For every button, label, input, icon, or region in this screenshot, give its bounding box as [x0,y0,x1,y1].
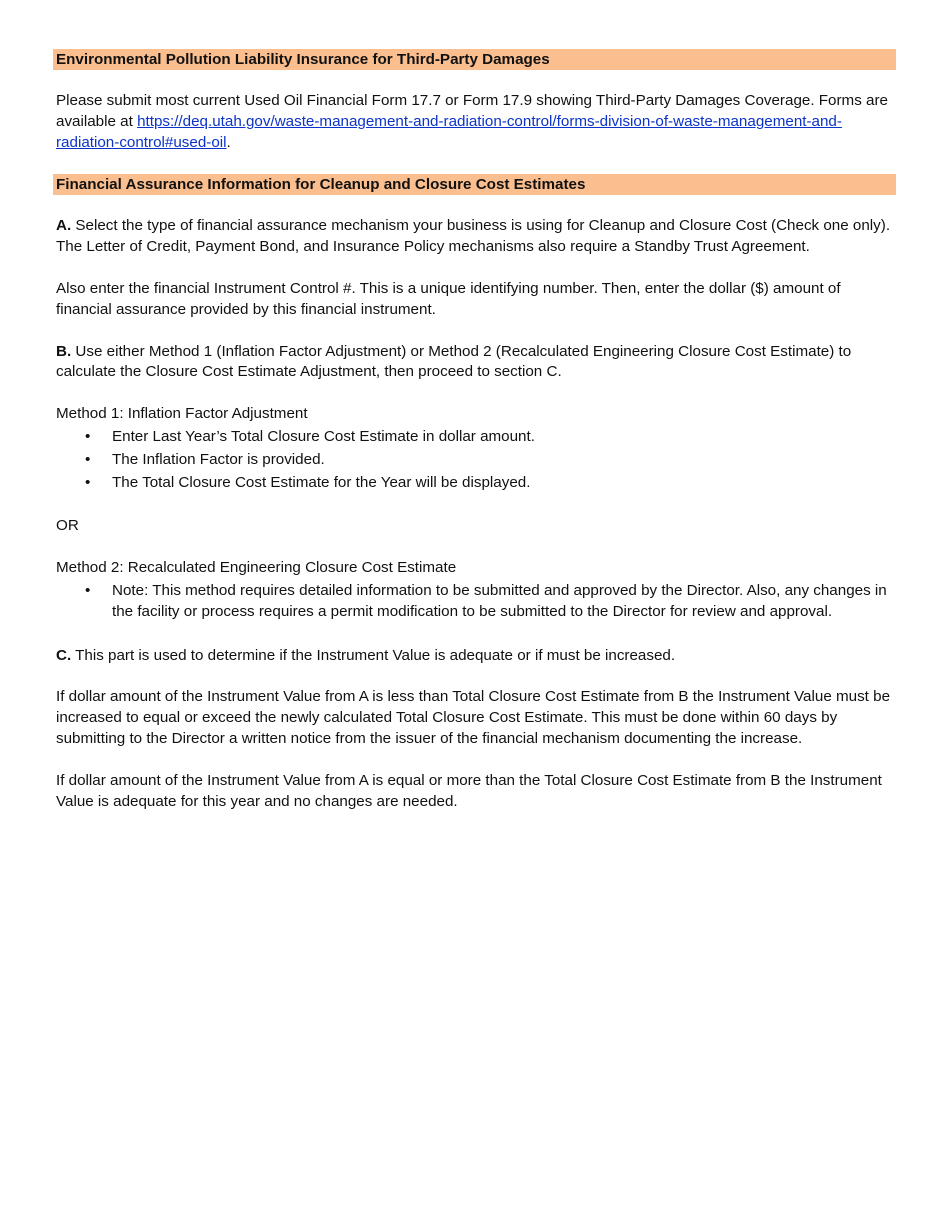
part-c-adequate-paragraph: If dollar amount of the Instrument Value from A is equal or more than the Total Closure Cost Estimate from B the Instrument Value is adequate for this year and no changes are needed. [56,771,882,810]
list-item [56,427,898,448]
method-2-list [56,581,898,623]
method-2-title: Method 2: Recalculated Engineering Closure Cost Estimate [56,559,457,577]
list-item-text: Enter Last Year’s Total Closure Cost Estimate in dollar amount. [112,427,535,445]
part-c-increase-paragraph: If dollar amount of the Instrument Value from A is less than Total Closure Cost Estimate from B the Instrument Value must be increased to equal or exceed the newly calculated Total Closure Cost Estimate. This must be done within 60 days by submitting to the Director a written notice from the issuer of the financial mechanism documenting the increase. [56,688,891,747]
part-c-label: C. [56,646,72,664]
bullet-icon: • [85,427,91,445]
or-separator: OR [56,517,79,535]
list-item-text: The Total Closure Cost Estimate for the Year will be displayed. [112,473,531,491]
list-item-text: The Inflation Factor is provided. [112,450,325,468]
section-heading-liability-insurance: Environmental Pollution Liability Insurance for Third-Party Damages [53,49,896,70]
part-c-paragraph [56,646,898,667]
bullet-icon: • [85,450,91,468]
list-item [56,473,898,494]
method-1-list [56,427,898,493]
forms-link[interactable]: https://deq.utah.gov/waste-management-and-radiation-control/forms-division-of-waste-management-and-radiation-control#used-oil [56,112,842,151]
part-b-label: B. [56,342,72,360]
part-a-note: Also enter the financial Instrument Control #. This is a unique identifying number. Then, enter the dollar ($) amount of financial assurance provided by this financial instrument. [56,279,841,318]
part-a-text: Select the type of financial assurance mechanism your business is using for Cleanup and Closure Cost (Check one only). The Letter of Credit, Payment Bond, and Insurance Policy mechanisms also require a Standby Trust Agreement. [56,217,891,256]
bullet-icon: • [85,581,91,599]
section-heading-financial-assurance: Financial Assurance Information for Cleanup and Closure Cost Estimates [53,174,896,195]
list-item-text: Note: This method requires detailed information to be submitted and approved by the Director. Also, any changes in the facility or process requires a permit modification to be submitted to the Director for review and approval. [112,581,887,620]
part-b-text: Use either Method 1 (Inflation Factor Adjustment) or Method 2 (Recalculated Engineering Closure Cost Estimate) to calculate the Closure Cost Estimate Adjustment, then proceed to section C. [56,342,852,381]
part-c-text: This part is used to determine if the Instrument Value is adequate or if must be increased. [71,646,676,664]
part-a-label: A. [56,217,72,235]
document-page [56,49,898,812]
liability-insurance-text-end: . [226,133,231,151]
bullet-icon: • [85,473,91,491]
method-1-title: Method 1: Inflation Factor Adjustment [56,405,308,423]
list-item [56,581,898,623]
part-a-paragraph [56,216,898,258]
liability-insurance-text: Please submit most current Used Oil Financial Form 17.7 or Form 17.9 showing Third-Party Damages Coverage. Forms are available at [56,92,888,130]
liability-insurance-paragraph [56,91,898,153]
part-b-paragraph [56,342,898,384]
list-item [56,450,898,471]
